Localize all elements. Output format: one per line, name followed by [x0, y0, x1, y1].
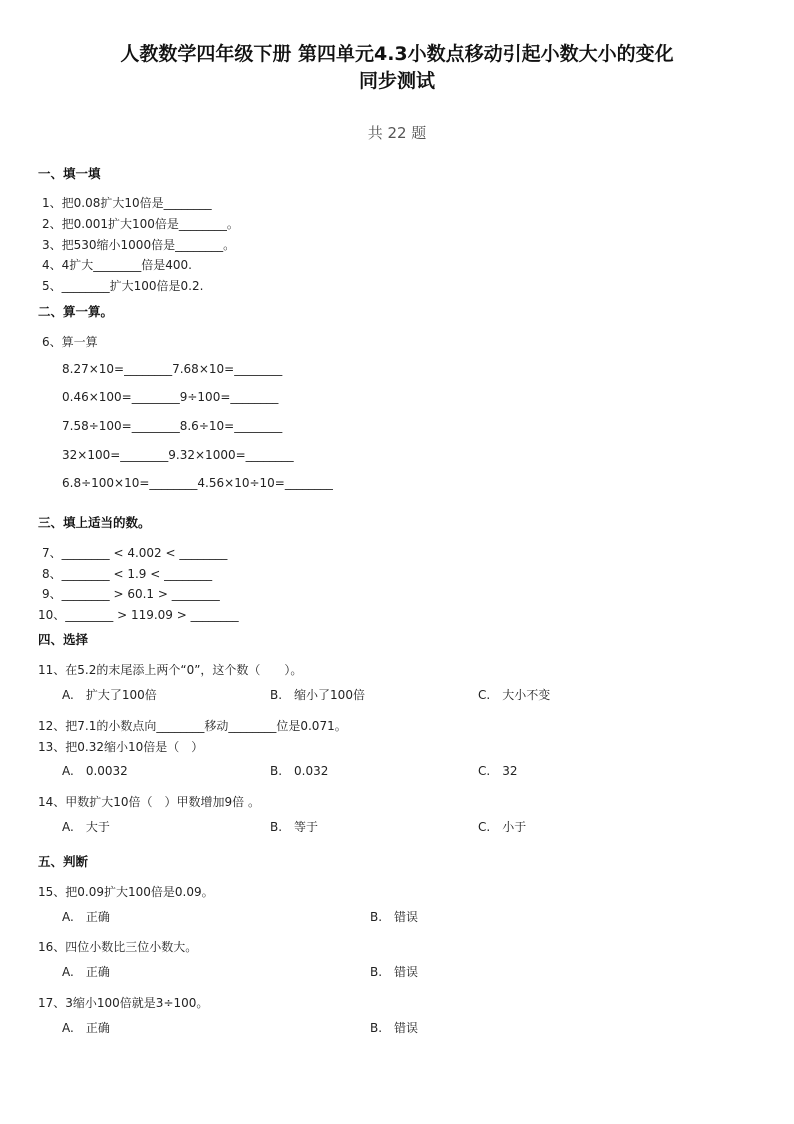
section-heading-calc: 二、算一算。: [38, 304, 114, 319]
question-16: 16、四位小数比三位小数大。: [38, 940, 198, 954]
question-4: 4、4扩大________倍是400.: [42, 258, 192, 272]
question-13: 13、把0.32缩小10倍是（ ）: [38, 740, 204, 754]
question-3: 3、把530缩小1000倍是________。: [42, 238, 236, 252]
section-heading-ineq: 三、填上适当的数。: [38, 515, 151, 530]
question-2: 2、把0.001扩大100倍是________。: [42, 217, 239, 231]
page-subtitle: 同步测试: [358, 70, 435, 92]
q17-option-a[interactable]: A. 正确: [62, 1021, 110, 1035]
question-14: 14、甲数扩大10倍（ ）甲数增加9倍 。: [38, 795, 260, 809]
q13-option-a[interactable]: A. 0.0032: [62, 764, 128, 778]
question-15: 15、把0.09扩大100倍是0.09。: [38, 885, 214, 899]
question-5: 5、________扩大100倍是0.2.: [42, 279, 204, 293]
q17-option-b[interactable]: B. 错误: [370, 1021, 419, 1035]
q11-option-a[interactable]: A. 扩大了100倍: [62, 688, 157, 702]
question-9: 9、________ > 60.1 > ________: [42, 587, 220, 601]
section-heading-choice: 四、选择: [38, 632, 89, 647]
question-1: 1、把0.08扩大10倍是________: [42, 196, 212, 210]
q16-option-a[interactable]: A. 正确: [62, 965, 110, 979]
section-heading-fill: 一、填一填: [38, 166, 101, 181]
question-10: 10、________ > 119.09 > ________: [38, 608, 239, 622]
q15-option-b[interactable]: B. 错误: [370, 910, 419, 924]
q15-option-a[interactable]: A. 正确: [62, 910, 110, 924]
calc-row-5: 6.8÷100×10=________4.56×10÷10=________: [62, 476, 333, 490]
q11-option-c[interactable]: C. 大小不变: [478, 688, 551, 702]
calc-row-3: 7.58÷100=________8.6÷10=________: [62, 419, 283, 433]
q13-option-c[interactable]: C. 32: [478, 764, 518, 778]
question-17: 17、3缩小100倍就是3÷100。: [38, 996, 209, 1010]
calc-row-2: 0.46×100=________9÷100=________: [62, 390, 279, 404]
question-11: 11、在5.2的末尾添上两个“0”，这个数（ ）。: [38, 663, 303, 677]
question-7: 7、________ < 4.002 < ________: [42, 546, 228, 560]
page-title: 人教数学四年级下册 第四单元4.3小数点移动引起小数大小的变化: [120, 43, 674, 65]
question-12: 12、把7.1的小数点向________移动________位是0.071。: [38, 719, 347, 733]
calc-row-4: 32×100=________9.32×1000=________: [62, 448, 294, 462]
q14-option-c[interactable]: C. 小于: [478, 820, 527, 834]
calc-row-1: 8.27×10=________7.68×10=________: [62, 362, 283, 376]
section-heading-judge: 五、判断: [38, 854, 89, 869]
q13-option-b[interactable]: B. 0.032: [270, 764, 329, 778]
question-6: 6、算一算: [42, 335, 98, 349]
q14-option-a[interactable]: A. 大于: [62, 820, 110, 834]
question-count: 共 22 题: [367, 124, 427, 142]
q11-option-b[interactable]: B. 缩小了100倍: [270, 688, 365, 702]
question-8: 8、________ < 1.9 < ________: [42, 567, 213, 581]
q16-option-b[interactable]: B. 错误: [370, 965, 419, 979]
q14-option-b[interactable]: B. 等于: [270, 820, 319, 834]
